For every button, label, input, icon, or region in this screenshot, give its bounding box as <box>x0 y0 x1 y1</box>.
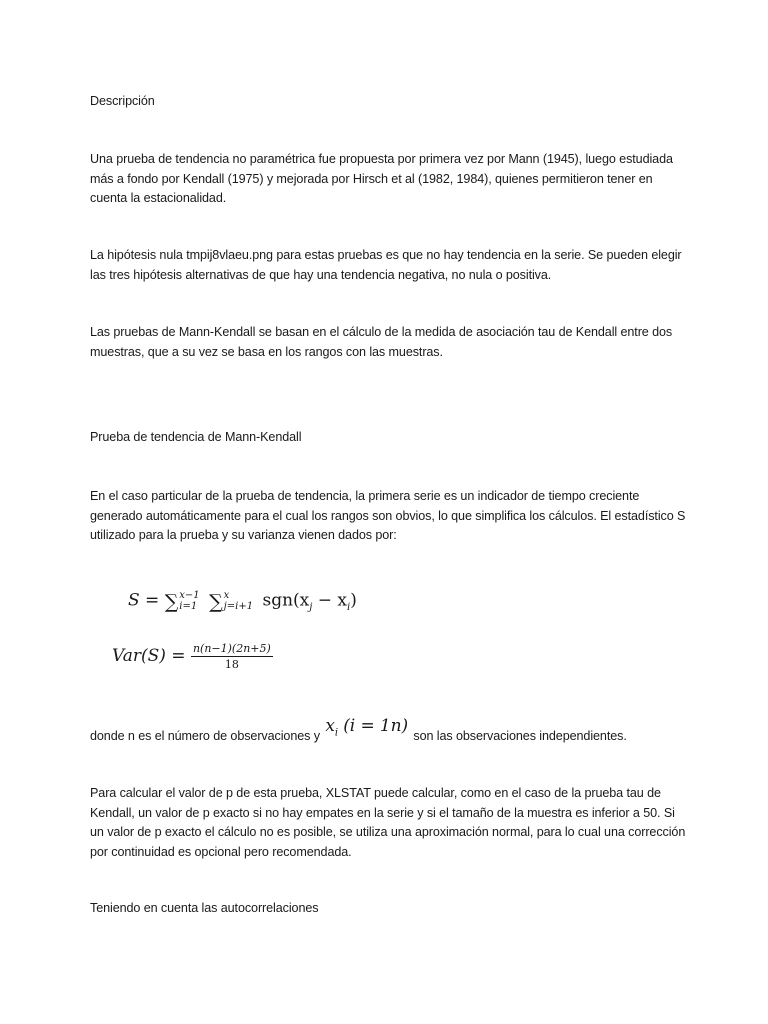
sum1-upper: x−1 <box>179 590 200 601</box>
paragraph-intro: Una prueba de tendencia no paramétrica fue propuesta por primera vez por Mann (1945), luego estudiada más a fondo por Kendall (1975) y mejorada por Hirsch et al (1982, 1984), quienes permitieron tener en cuenta la estacionalidad. <box>90 152 673 205</box>
sum-limits-1 <box>179 590 199 612</box>
formula-xi <box>325 717 408 743</box>
sum2-lower: j=i+1 <box>223 601 254 612</box>
sub-j: j <box>309 601 313 613</box>
section-heading-descripcion: Descripción <box>90 94 155 108</box>
paragraph-caso-particular: En el caso particular de la prueba de tendencia, la primera serie es un indicador de tiempo creciente generado automáticamente para el cual los rangos son obvios, lo que simplifica los cálculos. El estadístico S utilizado para la prueba y su varianza vienen dados por: <box>90 489 686 542</box>
sum-symbol-2: ∑ <box>209 590 223 613</box>
formula-s-close: ) <box>350 590 357 611</box>
xi-x: x <box>325 716 335 736</box>
donde-text-before: donde n es el número de observaciones y <box>90 729 320 743</box>
sub-i: i <box>347 601 351 613</box>
section-heading-mann-kendall: Prueba de tendencia de Mann-Kendall <box>90 430 302 444</box>
sum1-lower: i=1 <box>179 601 198 612</box>
xi-paren: (i = 1n) <box>343 716 408 736</box>
formula-s-lhs: S = <box>128 590 160 611</box>
formula-variance <box>112 642 273 671</box>
variance-denominator: 18 <box>224 658 239 671</box>
sum-symbol-1: ∑ <box>164 590 179 613</box>
donde-text-after: son las observaciones independientes. <box>413 729 627 743</box>
paragraph-valor-p: Para calcular el valor de p de esta prueba, XLSTAT puede calcular, como en el caso de la prueba tau de Kendall, un valor de p exacto si no hay empates en la serie y si el tamaño de la muestra es inferior a 50. Si un valor de p exacto el cálculo no es posible, se utiliza una aproximación normal, para lo cual una corrección por continuidad es opcional pero recomendada. <box>90 786 686 859</box>
xi-sub: i <box>334 727 338 739</box>
variance-numerator: n(n−1)(2n+5) <box>192 642 271 655</box>
sum2-upper: x <box>223 590 230 601</box>
formula-s <box>128 590 357 613</box>
formula-s-minus: − x <box>312 590 348 611</box>
paragraph-donde <box>90 716 730 752</box>
formula-var-lhs: Var(S) = <box>112 646 186 666</box>
sum-limits-2 <box>224 590 253 612</box>
paragraph-hipotesis: La hipótesis nula tmpij8vlaeu.png para estas pruebas es que no hay tendencia en la serie. Se pueden elegir las tres hipótesis alternativas de que hay una tendencia negativa, no nula o positiva. <box>90 248 682 282</box>
paragraph-mann-kendall-basis: Las pruebas de Mann-Kendall se basan en el cálculo de la medida de asociación tau de Kendall entre dos muestras, que a su vez se basa en los rangos con las muestras. <box>90 325 673 359</box>
formula-s-body: sgn(x <box>262 590 310 611</box>
section-heading-autocorrelaciones: Teniendo en cuenta las autocorrelaciones <box>90 901 319 915</box>
variance-fraction <box>191 642 273 671</box>
